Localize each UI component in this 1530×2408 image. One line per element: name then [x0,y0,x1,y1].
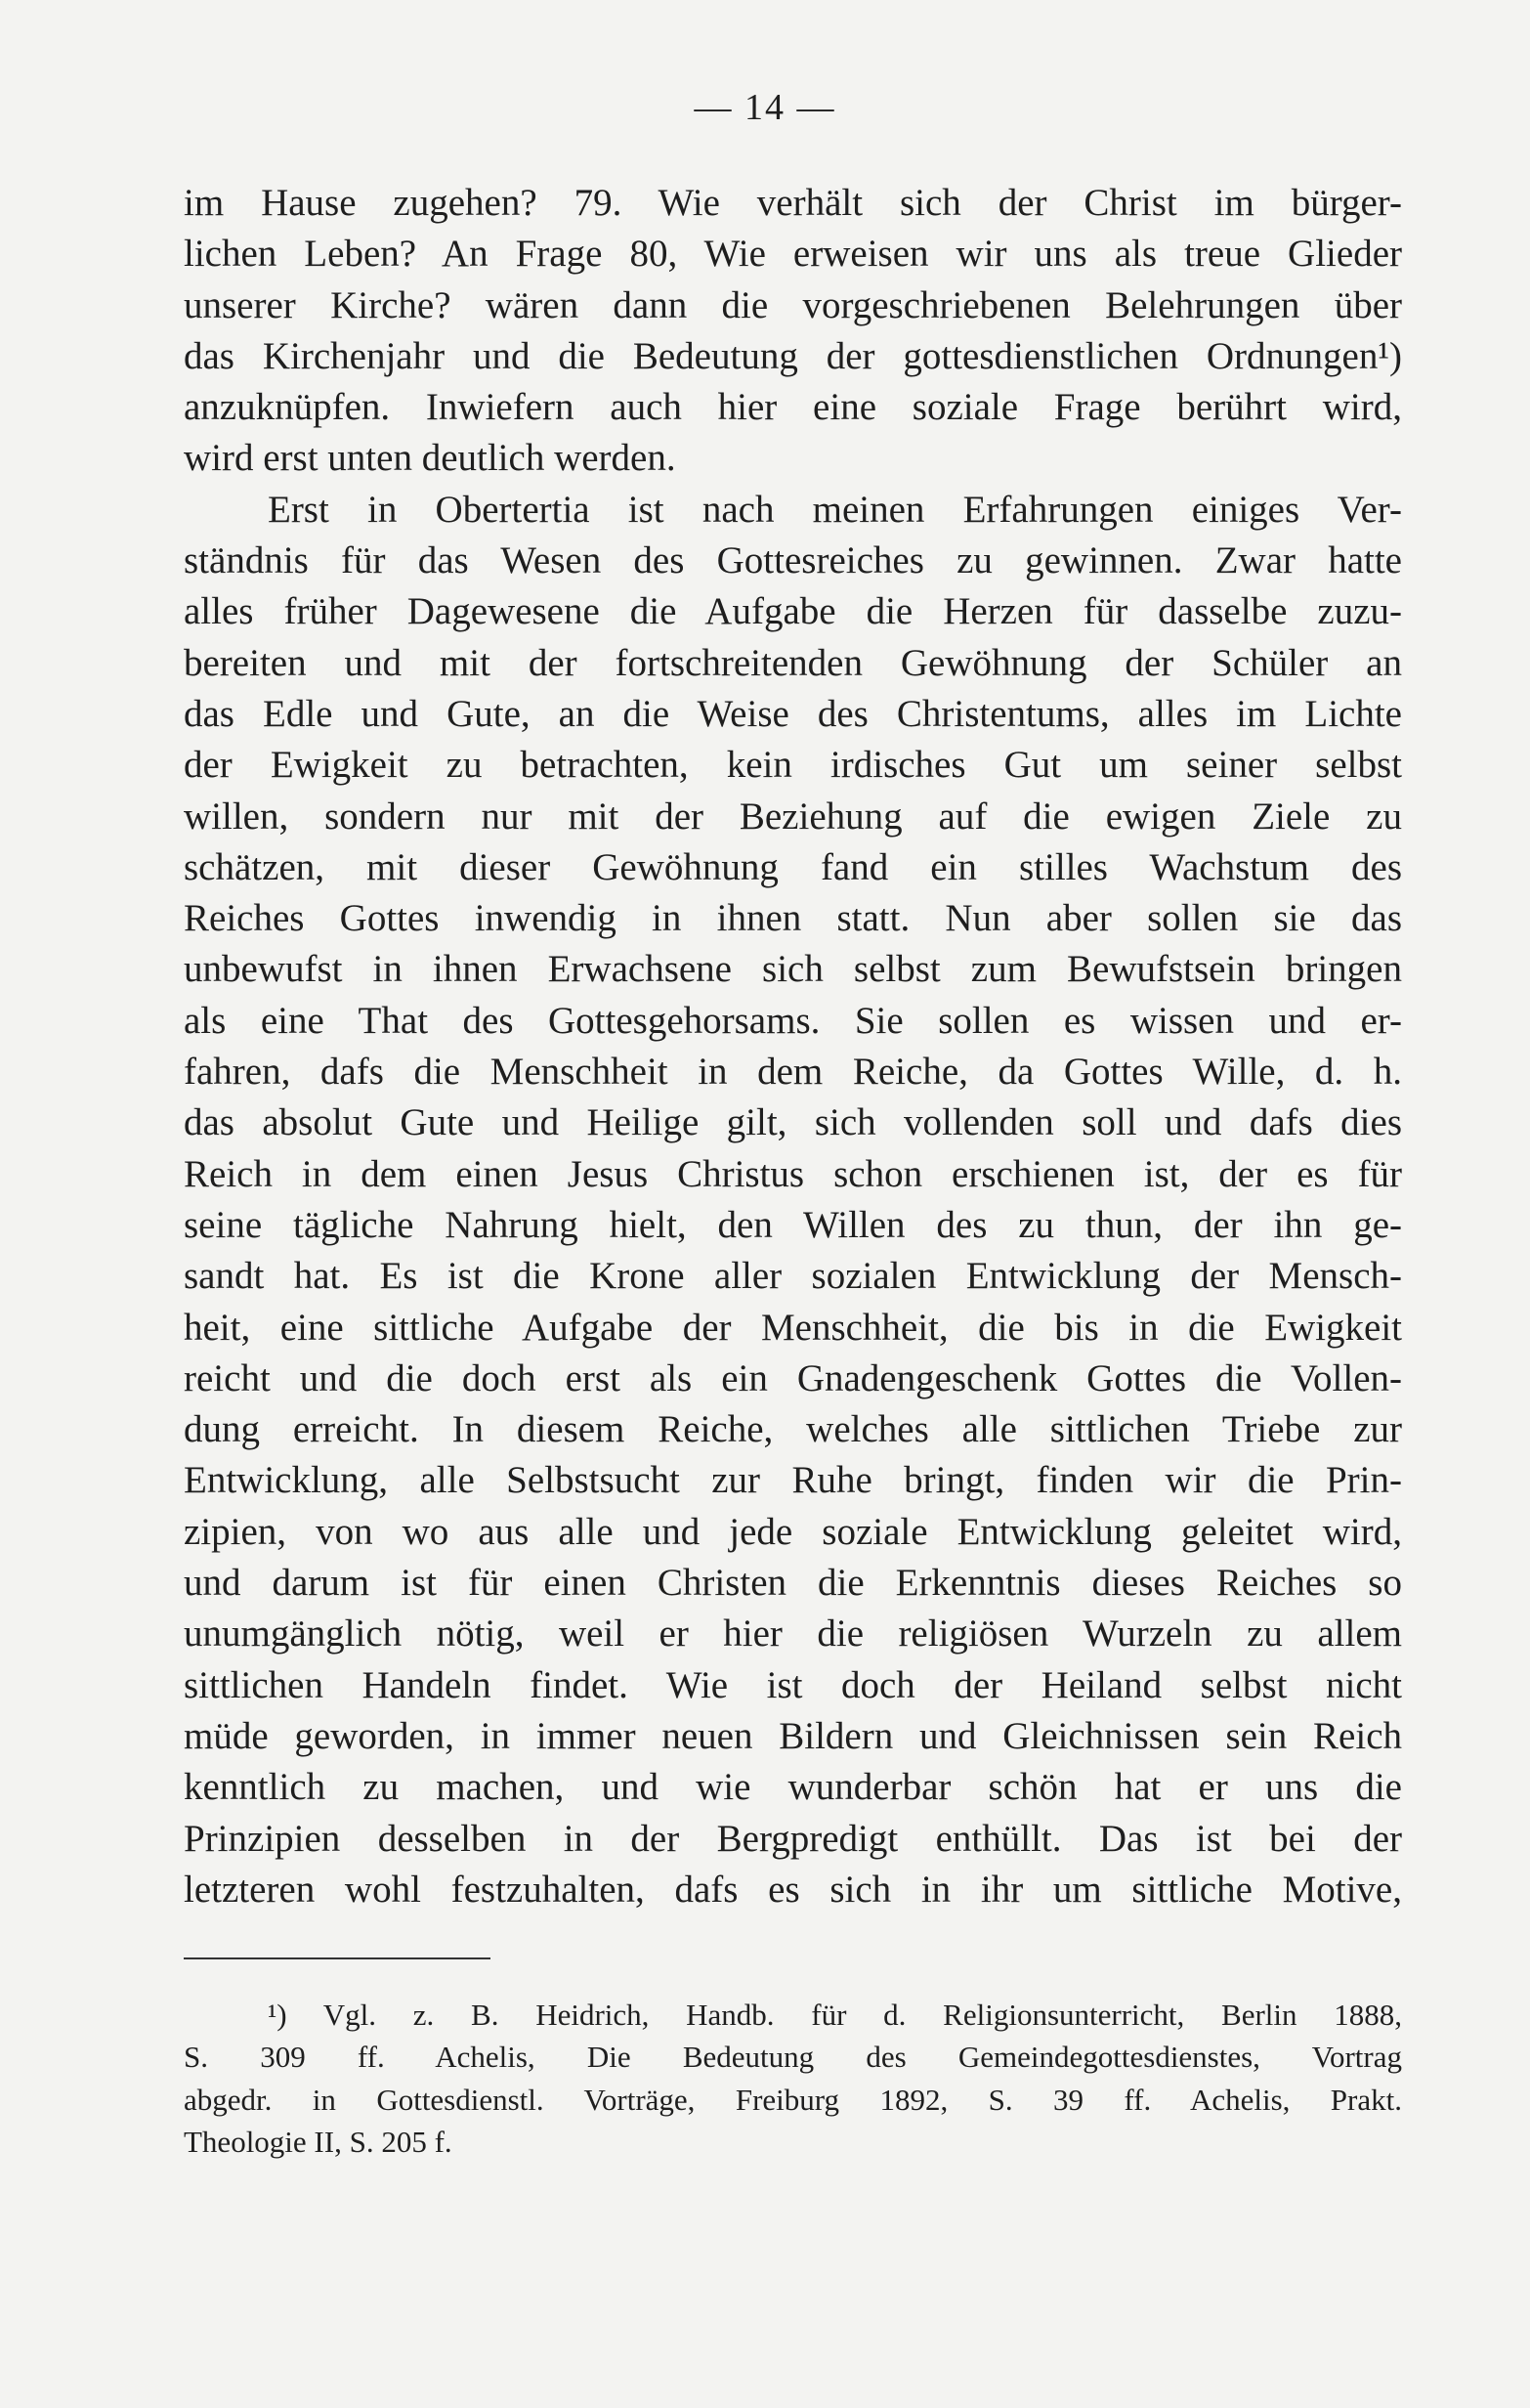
text-line: als eine That des Gottesgehorsams. Sie sollen es wissen und er- [184,999,1402,1042]
footnote-line: abgedr. in Gottesdienstl. Vorträge, Freiburg 1892, S. 39 ff. Achelis, Prakt. [184,2082,1402,2117]
text-line: im Hause zugehen? 79. Wie verhält sich der Christ im bürger- [184,182,1402,224]
text-line: bereiten und mit der fortschreitenden Gewöhnung der Schüler an [184,641,1402,684]
text-line: willen, sondern nur mit der Beziehung auf die ewigen Ziele zu [184,795,1402,838]
text-line: ständnis für das Wesen des Gottesreiches zu gewinnen. Zwar hatte [184,539,1402,582]
text-line: Reiches Gottes inwendig in ihnen statt. Nun aber sollen sie das [184,897,1402,940]
text-line: das Kirchenjahr und die Bedeutung der gottesdienstlichen Ordnungen¹) [184,334,1402,377]
text-line: heit, eine sittliche Aufgabe der Menschheit, die bis in die Ewigkeit [184,1306,1402,1349]
text-line: alles früher Dagewesene die Aufgabe die Herzen für dasselbe zuzu- [184,590,1402,633]
text-line: wird erst unten deutlich werden. [184,437,676,480]
text-line: Reich in dem einen Jesus Christus schon erschienen ist, der es für [184,1152,1402,1195]
text-line: reicht und die doch erst als ein Gnadengeschenk Gottes die Vollen- [184,1356,1402,1399]
footnote-line: ¹) Vgl. z. B. Heidrich, Handb. für d. Religionsunterricht, Berlin 1888, [268,1998,1402,2032]
footnote-line: S. 309 ff. Achelis, Die Bedeutung des Gemeindegottesdienstes, Vortrag [184,2040,1402,2075]
body-text [184,178,1402,1915]
text-line: letzteren wohl festzuhalten, dafs es sich in ihr um sittliche Motive, [184,1868,1402,1911]
text-line: seine tägliche Nahrung hielt, den Willen des zu thun, der ihn ge- [184,1203,1402,1246]
footnotes [184,1994,1402,2163]
text-line: das absolut Gute und Heilige gilt, sich vollenden soll und dafs dies [184,1101,1402,1144]
footnote-divider [184,1957,490,1959]
footnote-line: Theologie II, S. 205 f. [184,2124,452,2159]
text-line: unbewufst in ihnen Erwachsene sich selbst zum Bewufstsein bringen [184,948,1402,991]
text-line: Prinzipien desselben in der Bergpredigt enthüllt. Das ist bei der [184,1817,1402,1860]
text-line: dung erreicht. In diesem Reiche, welches alle sittlichen Triebe zur [184,1408,1402,1451]
text-line: müde geworden, in immer neuen Bildern und Gleichnissen sein Reich [184,1714,1402,1757]
text-line: sittlichen Handeln findet. Wie ist doch der Heiland selbst nicht [184,1663,1402,1706]
text-line: sandt hat. Es ist die Krone aller sozialen Entwicklung der Mensch- [184,1255,1402,1298]
text-line: der Ewigkeit zu betrachten, kein irdisches Gut um seiner selbst [184,744,1402,787]
text-line: unumgänglich nötig, weil er hier die religiösen Wurzeln zu allem [184,1612,1402,1656]
page-number: — 14 — [694,87,836,128]
text-line: Entwicklung, alle Selbstsucht zur Ruhe bringt, finden wir die Prin- [184,1459,1402,1502]
text-line: das Edle und Gute, an die Weise des Christentums, alles im Lichte [184,692,1402,735]
text-line: fahren, dafs die Menschheit in dem Reiche, da Gottes Wille, d. h. [184,1051,1402,1094]
text-line: lichen Leben? An Frage 80, Wie erweisen wir uns als treue Glieder [184,233,1402,276]
text-line: schätzen, mit dieser Gewöhnung fand ein stilles Wachstum des [184,845,1402,888]
text-line: und darum ist für einen Christen die Erkenntnis dieses Reiches so [184,1562,1402,1605]
text-line: zipien, von wo aus alle und jede soziale Entwicklung geleitet wird, [184,1510,1402,1553]
text-line: unserer Kirche? wären dann die vorgeschriebenen Belehrungen über [184,283,1402,326]
paragraph-start-line: Erst in Obertertia ist nach meinen Erfahrungen einiges Ver- [268,488,1402,531]
text-line: kenntlich zu machen, und wie wunderbar schön hat er uns die [184,1766,1402,1809]
text-line: anzuknüpfen. Inwiefern auch hier eine soziale Frage berührt wird, [184,386,1402,429]
